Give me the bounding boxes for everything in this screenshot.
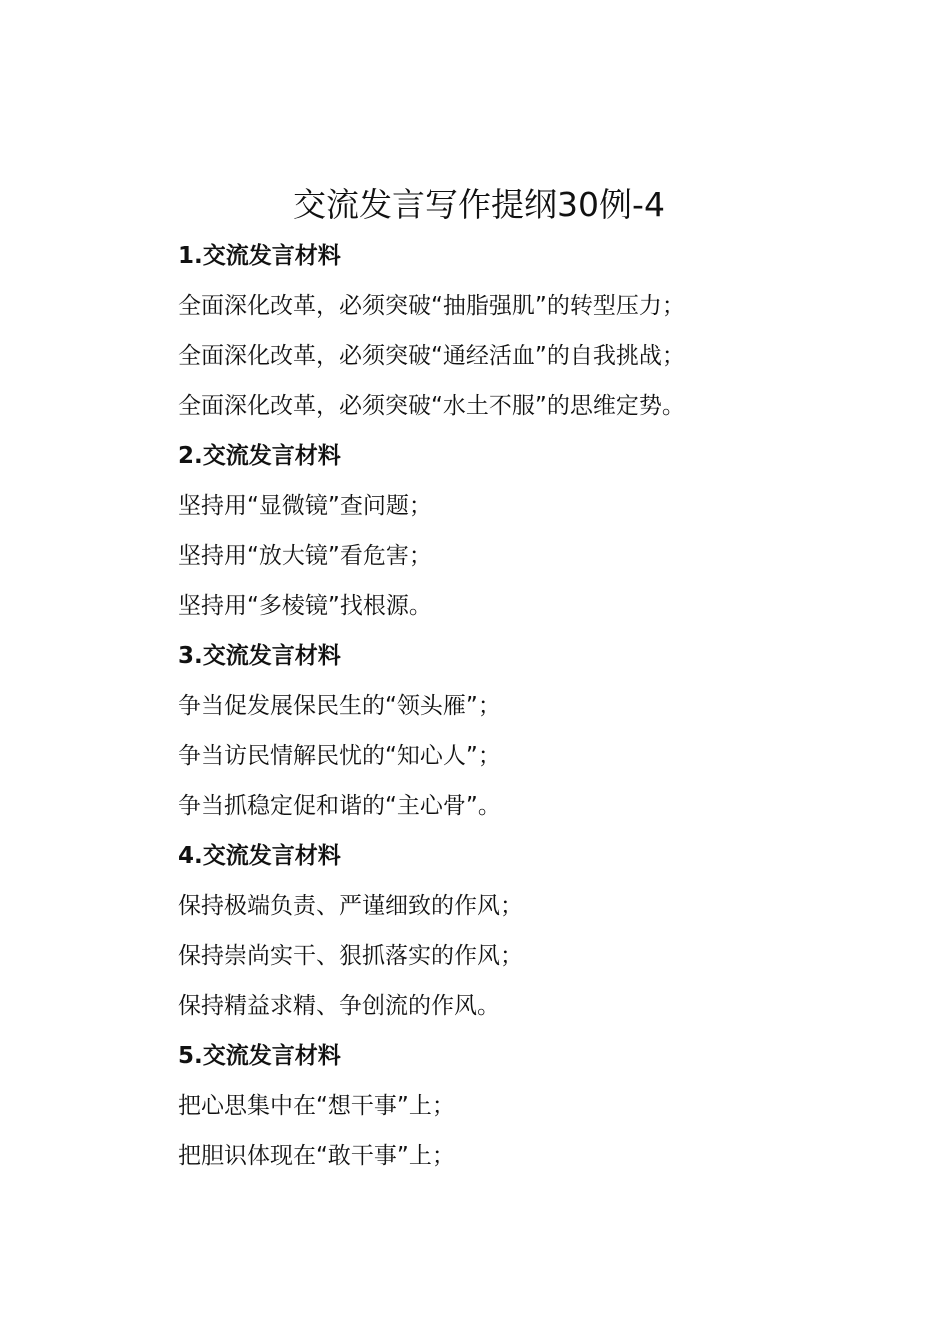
section-line: 全面深化改革，必须突破“抽脂强肌”的转型压力； [178,293,685,319]
section-heading: 5.交流发言材料 [178,1043,341,1069]
section-line: 保持精益求精、争创流的作风。 [178,993,500,1019]
section-line: 保持崇尚实干、狠抓落实的作风； [178,943,523,969]
section-line: 争当抓稳定促和谐的“主心骨”。 [178,793,501,819]
section-line: 全面深化改革，必须突破“通经活血”的自我挑战； [178,343,685,369]
section-line: 坚持用“放大镜”看危害； [178,543,432,569]
document-body [178,231,878,1181]
section-line: 保持极端负责、严谨细致的作风； [178,893,523,919]
section-1 [178,231,878,431]
section-heading: 2.交流发言材料 [178,443,341,469]
section-line: 争当促发展保民生的“领头雁”； [178,693,501,719]
section-3 [178,631,878,831]
section-line: 坚持用“多棱镜”找根源。 [178,593,432,619]
document-title: 交流发言写作提纲30例-4 [293,185,665,224]
section-5 [178,1031,878,1181]
section-line: 坚持用“显微镜”查问题； [178,493,432,519]
section-4 [178,831,878,1031]
section-heading: 4.交流发言材料 [178,843,341,869]
section-heading: 1.交流发言材料 [178,243,341,269]
section-2 [178,431,878,631]
section-heading: 3.交流发言材料 [178,643,341,669]
section-line: 全面深化改革，必须突破“水土不服”的思维定势。 [178,393,685,419]
section-line: 争当访民情解民忧的“知心人”； [178,743,501,769]
section-line: 把胆识体现在“敢干事”上； [178,1143,455,1169]
section-line: 把心思集中在“想干事”上； [178,1093,455,1119]
